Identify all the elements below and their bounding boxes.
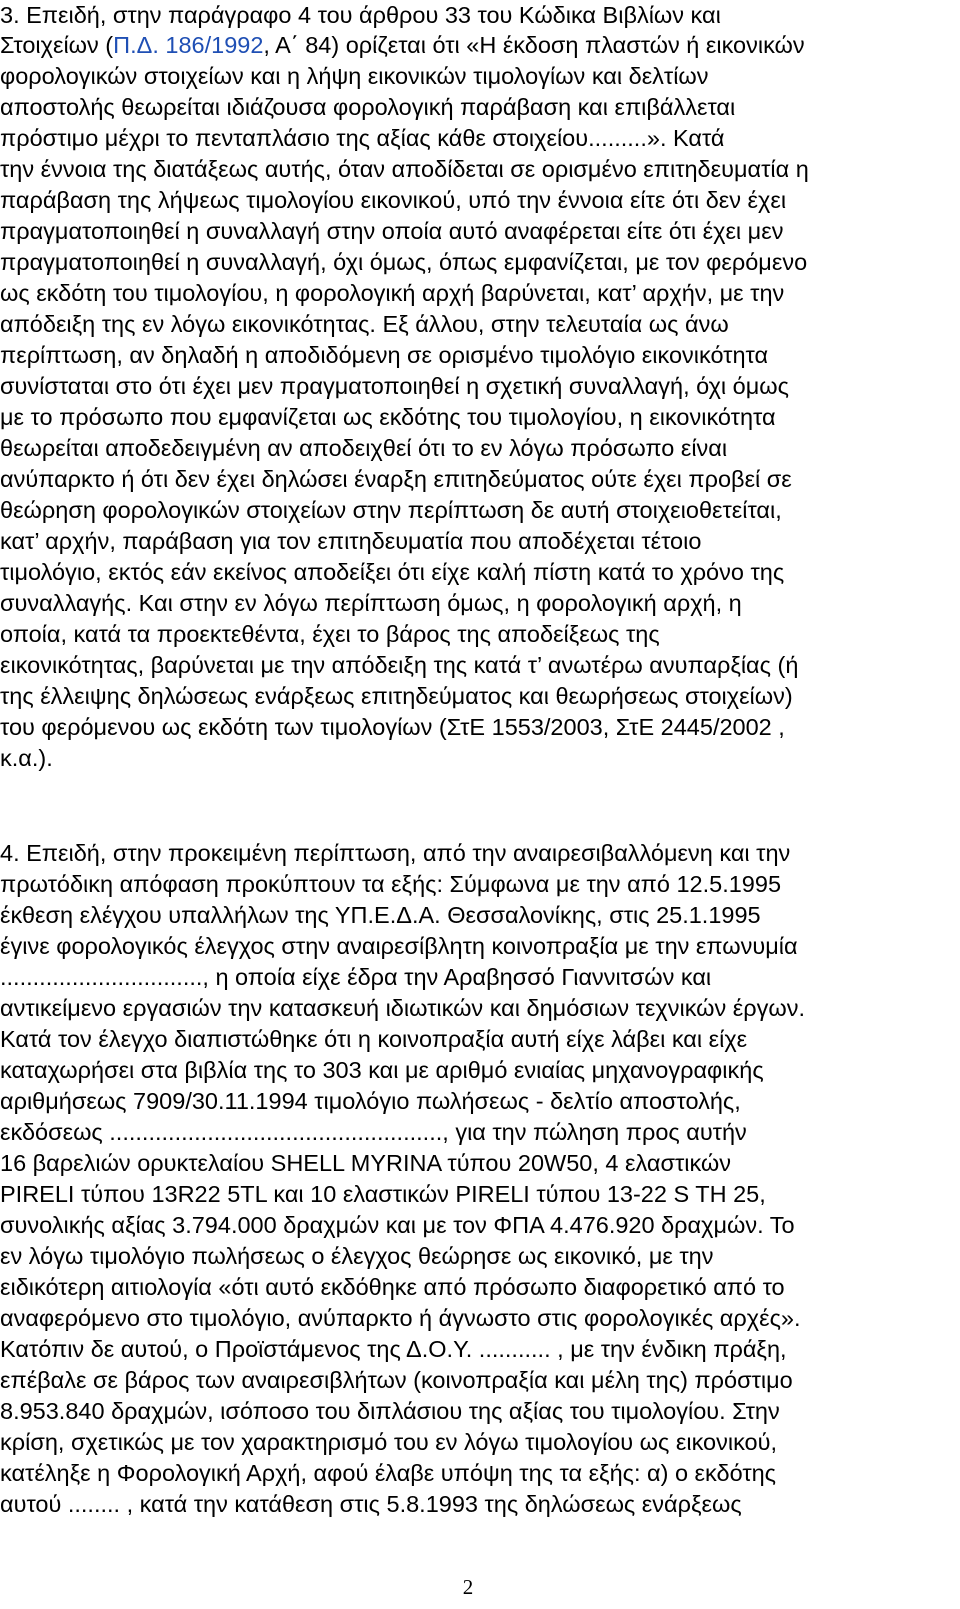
- text-line: πρόστιμο μέχρι το πενταπλάσιο της αξίας κάθε στοιχείου.........». Κατά: [0, 125, 725, 151]
- text-line: αυτού ........ , κατά την κατάθεση στις 5.8.1993 της δηλώσεως ενάρξεως: [0, 1491, 742, 1517]
- text-line: αποστολής θεωρείται ιδιάζουσα φορολογική παράβαση και επιβάλλεται: [0, 94, 736, 120]
- text-line: ..............................., η οποία είχε έδρα την Αραβησσό Γιαννιτσών και: [0, 964, 712, 990]
- text-line: 4. Επειδή, στην προκειμένη περίπτωση, από την αναιρεσιβαλλόμενη και την: [0, 840, 791, 866]
- text-line: συναλλαγής. Και στην εν λόγω περίπτωση όμως, η φορολογική αρχή, η: [0, 590, 742, 616]
- text-line: του φερόμενου ως εκδότη των τιμολογίων (ΣτΕ 1553/2003, ΣτΕ 2445/2002 ,: [0, 714, 785, 740]
- text-line: πραγματοποιηθεί η συναλλαγή, όχι όμως, όπως εμφανίζεται, με τον φερόμενο: [0, 249, 808, 275]
- text-line: PIRELI τύπου 13R22 5TL και 10 ελαστικών PIRELI τύπου 13-22 S TH 25,: [0, 1181, 766, 1207]
- text-line: θεώρηση φορολογικών στοιχείων στην περίπτωση δε αυτή στοιχειοθετείται,: [0, 497, 782, 523]
- text-line: κατέληξε η Φορολογική Αρχή, αφού έλαβε υπόψη της τα εξής: α) ο εκδότης: [0, 1460, 776, 1486]
- text-line: Κατά τον έλεγχο διαπιστώθηκε ότι η κοινοπραξία αυτή είχε λάβει και είχε: [0, 1026, 748, 1052]
- text-line: κ.α.).: [0, 745, 53, 771]
- text-line: 16 βαρελιών ορυκτελαίου SHELL MYRINA τύπου 20W50, 4 ελαστικών: [0, 1150, 732, 1176]
- text-line: Κατόπιν δε αυτού, ο Προϊστάμενος της Δ.Ο.Υ. ........... , με την ένδικη πράξη,: [0, 1336, 787, 1362]
- text-segment: Στοιχείων (: [0, 32, 114, 58]
- law-reference-link[interactable]: Π.Δ. 186/1992: [113, 32, 264, 58]
- text-line: αριθμήσεως 7909/30.11.1994 τιμολόγιο πωλήσεως - δελτίο αποστολής,: [0, 1088, 741, 1114]
- text-line: θεωρείται αποδεδειγμένη αν αποδειχθεί ότι το εν λόγω πρόσωπο είναι: [0, 435, 728, 461]
- page-number: 2: [462, 1575, 474, 1599]
- text-line: περίπτωση, αν δηλαδή η αποδιδόμενη σε ορισμένο τιμολόγιο εικονικότητα: [0, 342, 769, 368]
- text-line: φορολογικών στοιχείων και η λήψη εικονικών τιμολογίων και δελτίων: [0, 63, 709, 89]
- text-line: εκδόσεως ..................................................., για την πώληση προς αυτήν: [0, 1119, 747, 1145]
- text-line: παράβαση της λήψεως τιμολογίου εικονικού, υπό την έννοια είτε ότι δεν έχει: [0, 187, 787, 213]
- text-line: 8.953.840 δραχμών, ισόποσο του διπλάσιου της αξίας του τιμολογίου. Στην: [0, 1398, 780, 1424]
- text-line: αντικείμενο εργασιών την κατασκευή ιδιωτικών και δημόσιων τεχνικών έργων.: [0, 995, 806, 1021]
- text-line: συνίσταται στο ότι έχει μεν πραγματοποιηθεί η σχετική συναλλαγή, όχι όμως: [0, 373, 789, 399]
- text-line: οποία, κατά τα προεκτεθέντα, έχει το βάρος της αποδείξεως της: [0, 621, 660, 647]
- text-line: εν λόγω τιμολόγιο πωλήσεως ο έλεγχος θεώρησε ως εικονικό, με την: [0, 1243, 714, 1269]
- text-line: πρωτόδικη απόφαση προκύπτουν τα εξής: Σύμφωνα με την από 12.5.1995: [0, 871, 782, 897]
- text-segment: , Α΄ 84) ορίζεται ότι «Η έκδοση πλαστών ή εικονικών: [263, 32, 805, 58]
- text-line: ως εκδότη του τιμολογίου, η φορολογική αρχή βαρύνεται, κατ’ αρχήν, με την: [0, 280, 785, 306]
- text-line: απόδειξη της εν λόγω εικονικότητας. Εξ άλλου, στην τελευταία ως άνω: [0, 311, 729, 337]
- text-line: επέβαλε σε βάρος των αναιρεσιβλήτων (κοινοπραξία και μέλη της) πρόστιμο: [0, 1367, 793, 1393]
- text-line: ειδικότερη αιτιολογία «ότι αυτό εκδόθηκε από πρόσωπο διαφορετικό από το: [0, 1274, 785, 1300]
- text-line: καταχωρήσει στα βιβλία της το 303 και με αριθμό ενιαίας μηχανογραφικής: [0, 1057, 764, 1083]
- text-line: [0, 30, 805, 60]
- text-line: έκθεση ελέγχου υπαλλήλων της ΥΠ.Ε.Δ.Α. Θεσσαλονίκης, στις 25.1.1995: [0, 902, 761, 928]
- text-line: με το πρόσωπο που εμφανίζεται ως εκδότης του τιμολογίου, η εικονικότητα: [0, 404, 776, 430]
- text-line: κατ’ αρχήν, παράβαση για τον επιτηδευματία που αποδέχεται τέτοιο: [0, 528, 702, 554]
- text-line: συνολικής αξίας 3.794.000 δραχμών και με τον ΦΠΑ 4.476.920 δραχμών. Το: [0, 1212, 795, 1238]
- text-line: πραγματοποιηθεί η συναλλαγή στην οποία αυτό αναφέρεται είτε ότι έχει μεν: [0, 218, 784, 244]
- text-line: την έννοια της διατάξεως αυτής, όταν αποδίδεται σε ορισμένο επιτηδευματία η: [0, 156, 809, 182]
- text-line: τιμολόγιο, εκτός εάν εκείνος αποδείξει ότι είχε καλή πίστη κατά το χρόνο της: [0, 559, 785, 585]
- text-line: έγινε φορολογικός έλεγχος στην αναιρεσίβλητη κοινοπραξία με την επωνυμία: [0, 933, 798, 959]
- text-line: αναφερόμενο στο τιμολόγιο, ανύπαρκτο ή άγνωστο στις φορολογικές αρχές».: [0, 1305, 801, 1331]
- text-line: 3. Επειδή, στην παράγραφο 4 του άρθρου 33 του Κώδικα Βιβλίων και: [0, 2, 721, 28]
- text-line: της έλλειψης δηλώσεως ενάρξεως επιτηδεύματος και θεωρήσεως στοιχείων): [0, 683, 793, 709]
- text-line: ανύπαρκτο ή ότι δεν έχει δηλώσει έναρξη επιτηδεύματος ούτε έχει προβεί σε: [0, 466, 792, 492]
- text-line: κρίση, σχετικώς με τον χαρακτηρισμό του εν λόγω τιμολογίου ως εικονικού,: [0, 1429, 777, 1455]
- text-line: εικονικότητας, βαρύνεται με την απόδειξη της κατά τ’ ανωτέρω ανυπαρξίας (ή: [0, 652, 799, 678]
